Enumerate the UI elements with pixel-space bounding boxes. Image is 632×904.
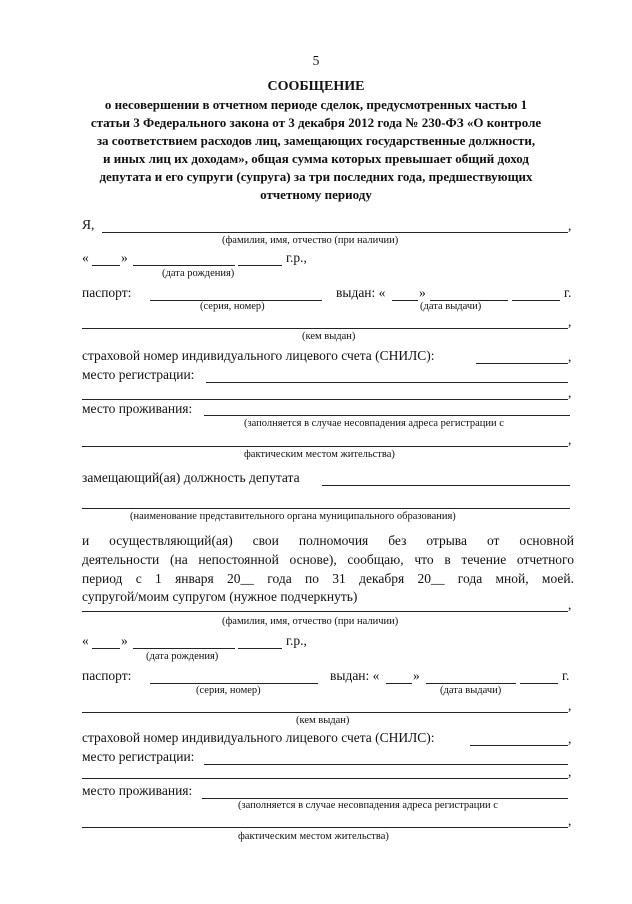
quote-close: » [419,285,426,300]
issued-label: выдан: « [336,285,386,300]
quote-close: » [121,250,128,265]
statement-line: деятельности (на непостоянной основе), сообщаю, что в течение отчетного [82,552,574,567]
registration-label: место регистрации: [82,749,195,764]
org-hint: (наименование представительного органа муниципального образования) [130,511,456,522]
position-label: замещающий(ая) должность депутата [82,470,300,485]
quote-close: » [121,633,128,648]
spouse-passport-series-field[interactable] [150,683,318,684]
spouse-fio-field[interactable] [82,611,568,612]
statement-line: и осуществляющий(ая) свои полномочия без отрыва от основной [82,533,574,548]
comma: , [568,698,572,713]
heading-line: и иных лиц их доходам», общая сумма которых превышает общий доход [103,151,529,166]
spouse-snils-field[interactable] [470,745,568,746]
statement-line: супругой/моим супругом (нужное подчеркнуть) [82,589,358,604]
residence-field[interactable] [204,415,570,416]
issue-date-hint: (дата выдачи) [420,301,482,312]
registration-field[interactable] [206,382,568,383]
heading-line: о несовершении в отчетном периоде сделок, предусмотренных частью 1 [104,97,528,112]
snils-label: страховой номер индивидуального лицевого счета (СНИЛС): [82,348,435,363]
residence-hint: фактическим местом жительства) [244,449,395,460]
residence-hint: фактическим местом жительства) [238,831,389,842]
comma: , [568,764,572,779]
comma: , [568,314,572,329]
birth-year-field[interactable] [238,265,282,266]
issued-label: выдан: « [330,668,380,683]
position-field[interactable] [322,485,570,486]
spouse-residence-field[interactable] [202,798,568,799]
spouse-issue-day-field[interactable] [386,683,412,684]
quote-open: « [82,250,89,265]
birth-date-hint: (дата рождения) [162,268,235,279]
spouse-registration-field-line-2[interactable] [82,778,568,779]
spouse-birth-date-hint: (дата рождения) [146,651,219,662]
heading-line: за соответствием расходов лиц, замещающих государственные должности, [96,133,536,148]
spouse-birth-day-field[interactable] [92,648,120,649]
quote-open: « [82,633,89,648]
snils-field[interactable] [476,363,568,364]
year-label: г. [564,285,572,300]
comma: , [568,432,572,447]
issue-year-field[interactable] [512,300,560,301]
residence-label: место проживания: [82,783,193,798]
comma: , [568,597,572,612]
comma: , [568,349,572,364]
spouse-issue-year-field[interactable] [520,683,558,684]
passport-label: паспорт: [82,285,132,300]
quote-close: » [413,668,420,683]
spouse-residence-field-line-2[interactable] [82,827,568,828]
residence-hint: (заполняется в случае несовпадения адреса регистрации с [244,418,504,429]
year-born-suffix: г.р., [286,250,307,265]
year-born-suffix: г.р., [286,633,307,648]
i-label: Я, [82,217,95,232]
passport-series-hint: (серия, номер) [200,301,265,312]
comma: , [568,813,572,828]
spouse-birth-month-field[interactable] [133,648,235,649]
spouse-issuer-field[interactable] [82,712,568,713]
comma: , [568,218,572,233]
residence-field-line-2[interactable] [82,446,568,447]
spouse-fio-hint: (фамилия, имя, отчество (при наличии) [222,616,399,627]
registration-field-line-2[interactable] [82,399,568,400]
comma: , [568,731,572,746]
spouse-passport-series-hint: (серия, номер) [196,685,261,696]
residence-hint: (заполняется в случае несовпадения адреса регистрации с [238,800,498,811]
heading-line: депутата и его супруги (супруга) за три последних года, предшествующих [99,169,533,184]
registration-label: место регистрации: [82,367,195,382]
spouse-registration-field[interactable] [204,764,568,765]
birth-month-field[interactable] [133,265,235,266]
year-label: г. [562,668,570,683]
fio-hint: (фамилия, имя, отчество (при наличии) [222,235,399,246]
issuer-field[interactable] [82,328,568,329]
comma: , [568,385,572,400]
heading-line: отчетному периоду [260,187,372,202]
spouse-issuer-hint: (кем выдан) [296,715,350,726]
spouse-issue-date-hint: (дата выдачи) [440,685,502,696]
spouse-birth-year-field[interactable] [238,648,282,649]
document-title: СООБЩЕНИЕ [267,79,365,94]
org-field[interactable] [82,508,570,509]
snils-label: страховой номер индивидуального лицевого счета (СНИЛС): [82,730,435,745]
heading-line: статьи 3 Федерального закона от 3 декабря 2012 года № 230-ФЗ «О контроле [90,115,542,130]
issuer-hint: (кем выдан) [302,331,356,342]
statement-line: период с 1 января 20__ года по 31 декабря 20__ года мной, моей. [82,571,574,586]
fio-field[interactable] [102,232,568,233]
issue-day-field[interactable] [392,300,418,301]
passport-label: паспорт: [82,668,132,683]
spouse-issue-month-field[interactable] [426,683,516,684]
residence-label: место проживания: [82,401,193,416]
page-number: 5 [312,53,320,68]
birth-day-field[interactable] [92,265,120,266]
